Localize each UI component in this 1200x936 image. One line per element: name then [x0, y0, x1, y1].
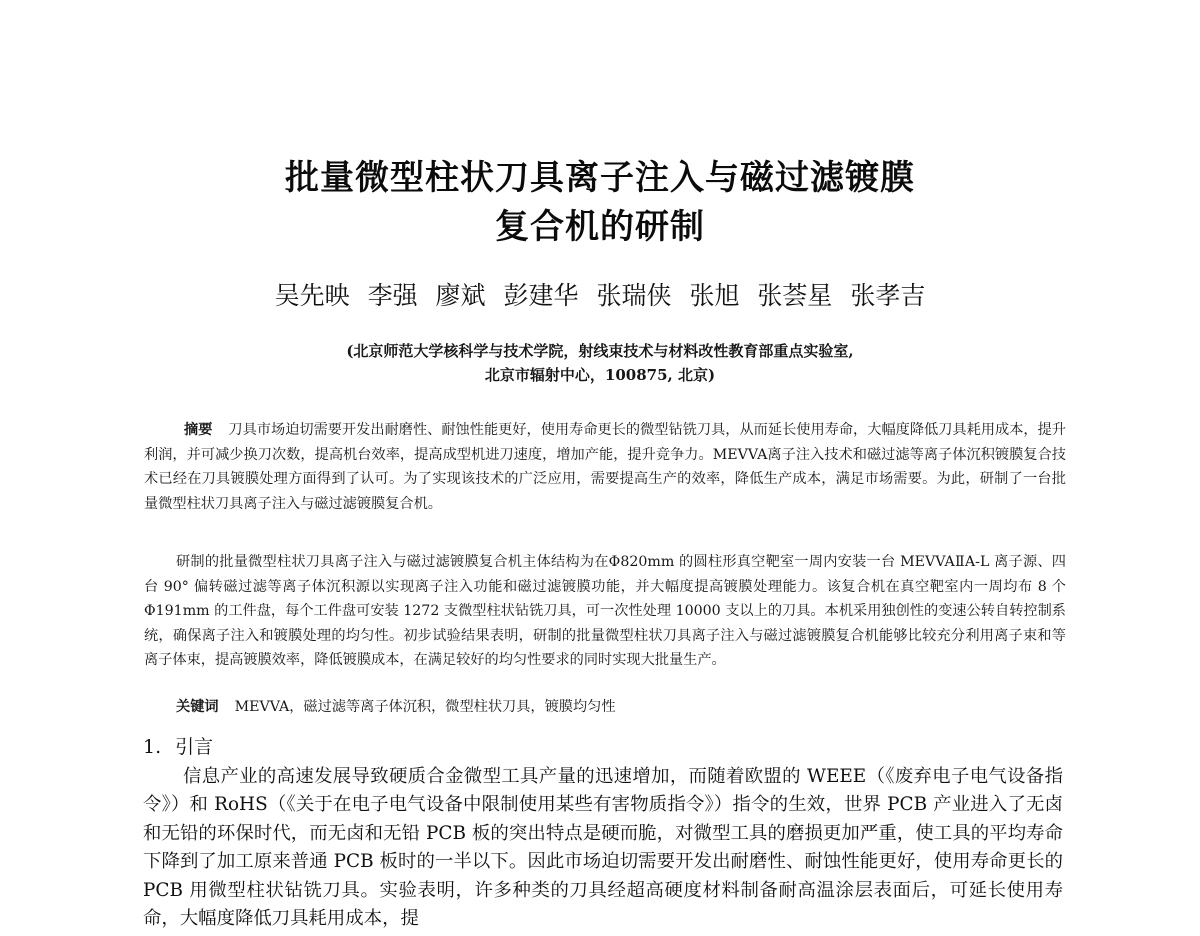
paper-title-line-2: 复合机的研制	[495, 207, 705, 247]
body-paragraph: 信息产业的高速发展导致硬质合金微型工具产量的迅速增加，而随着欧盟的 WEEE（《废弃电子电气设备指令》）和 RoHS（《关于在电子电气设备中限制使用某些有害物质指令》）指令的生效，世界 PCB 产业进入了无卤和无铅的环保时代，而无卤和无铅 PCB 板的突出特点是硬而脆，对微型工具的磨损更加严重，使工具的平均寿命下降到了加工原来普通 PCB 板时的一半以下。因此市场迫切需要开发出耐磨性、耐蚀性能更好，使用寿命更长的 PCB 用微型柱状钻铣刀具。实验表明，许多种类的刀具经超高硬度材料制备耐高温涂层表面后，可延长使用寿命，大幅度降低刀具耗用成本，提	[143, 766, 1063, 930]
author-name: 李强	[367, 281, 418, 310]
paper-title-line-1: 批量微型柱状刀具离子注入与磁过滤镀膜	[285, 158, 915, 198]
keywords-label: 关键词	[176, 699, 219, 715]
abstract-paragraph-1	[144, 418, 1066, 516]
author-name: 张孝吉	[850, 281, 926, 310]
affiliation-line-1: (北京师范大学核科学与技术学院，射线束技术与材料改性教育部重点实验室,	[346, 342, 854, 360]
author-name: 廖斌	[435, 281, 486, 310]
affiliation-line-2: 北京市辐射中心，100875, 北京)	[484, 366, 716, 384]
author-list	[0, 276, 1200, 312]
keywords-line	[176, 696, 616, 716]
author-name: 张瑞侠	[596, 281, 672, 310]
abstract-text-1: 刀具市场迫切需要开发出耐磨性、耐蚀性能更好，使用寿命更长的微型钻铣刀具，从而延长使用寿命，大幅度降低刀具耗用成本，提升利润，并可减少换刀次数，提高机台效率，提高成型机进刀速度，增加产能，提升竞争力。MEVVA离子注入技术和磁过滤等离子体沉积镀膜复合技术已经在刀具镀膜处理方面得到了认可。为了实现该技术的广泛应用，需要提高生产的效率，降低生产成本，满足市场需要。为此，研制了一台批量微型柱状刀具离子注入与磁过滤镀膜复合机。	[144, 422, 1066, 512]
section-heading	[143, 732, 213, 759]
author-name: 张旭	[689, 281, 740, 310]
author-name: 彭建华	[503, 281, 579, 310]
keywords-text: MEVVA，磁过滤等离子体沉积，微型柱状刀具，镀膜均匀性	[234, 699, 616, 715]
abstract-paragraph-2: 研制的批量微型柱状刀具离子注入与磁过滤镀膜复合机主体结构为在Φ820mm 的圆柱形真空靶室一周内安装一台 MEVVAⅡA-L 离子源、四台 90° 偏转磁过滤等离子体沉积源以实现离子注入功能和磁过滤镀膜功能，并大幅度提高镀膜处理能力。该复合机在真空靶室内一周均布 8 个Φ191mm 的工件盘，每个工件盘可安装 1272 支微型柱状钻铣刀具，可一次性处理 10000 支以上的刀具。本机采用独创性的变速公转自转控制系统，确保离子注入和镀膜处理的均匀性。初步试验结果表明，研制的批量微型柱状刀具离子注入与磁过滤镀膜复合机能够比较充分利用离子束和等离子体束，提高镀膜效率，降低镀膜成本，在满足较好的均匀性要求的同时实现大批量生产。	[144, 554, 1066, 668]
author-name: 吴先映	[274, 281, 350, 310]
section-number: 1.	[143, 736, 162, 758]
author-name: 张荟星	[757, 281, 833, 310]
section-title: 引言	[175, 736, 214, 758]
abstract-label: 摘要	[184, 422, 213, 438]
